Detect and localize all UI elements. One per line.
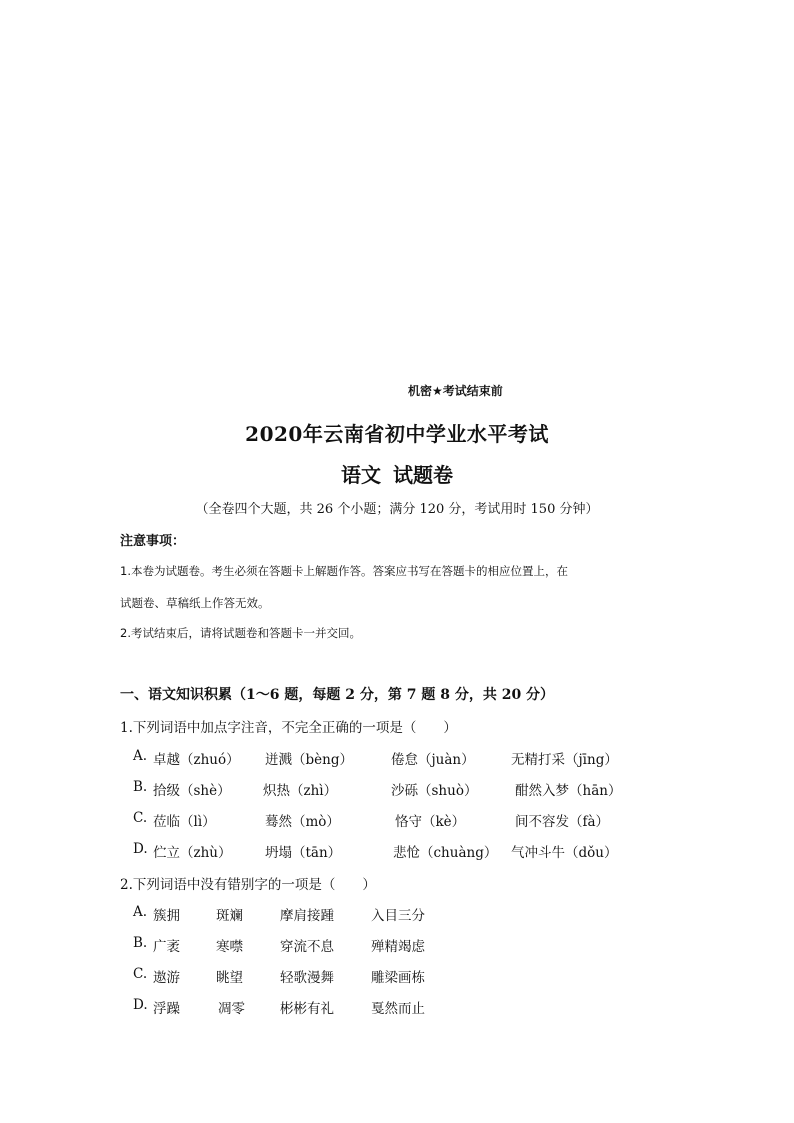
option-label: A. [133,904,148,920]
option-item: 倦怠（juàn） [391,752,475,768]
option-item: 悲怆（chuàng） [393,845,498,861]
option-item: 酣然入梦（hān） [515,783,622,799]
notice-line-2: 试题卷、草稿纸上作答无效。 [120,596,270,610]
option-item: 伫立（zhù） [153,845,232,861]
option-item: 蓦然（mò） [265,814,340,830]
notice-line-1: 1.本卷为试题卷。考生必须在答题卡上解题作答。答案应书写在答题卡的相应位置上，在 [120,564,568,578]
notice-heading: 注意事项： [120,534,186,549]
option-item: 拾级（shè） [153,783,231,799]
confidential-mark: 机密★考试结束前 [408,384,503,398]
option-item: 眺望 [216,970,243,986]
option-item: 凋零 [218,1001,245,1017]
option-item: 戛然而止 [371,1001,425,1017]
option-item: 迸溅（bèng） [265,752,353,768]
option-item: 浮躁 [153,1001,180,1017]
option-label: D. [133,841,148,857]
option-item: 雕梁画栋 [371,970,425,986]
exam-scope: （全卷四个大题，共 26 个小题；满分 120 分，考试用时 150 分钟） [195,502,599,517]
option-label: C. [133,966,148,982]
question-2-stem: 2.下列词语中没有错别字的一项是（ ） [120,877,376,893]
option-item: 坍塌（tān） [265,845,342,861]
option-item: 沙砾（shuò） [391,783,478,799]
subtitle-subject: 语文 [341,463,381,487]
option-label: B. [133,935,148,951]
subtitle-paper: 试题卷 [393,463,453,487]
option-item: 间不容发（fà） [515,814,610,830]
option-item: 斑斓 [216,908,243,924]
option-item: 摩肩接踵 [280,908,334,924]
option-item: 无精打采（jīng） [511,752,618,768]
page-title: 2020年云南省初中学业水平考试 [245,422,549,446]
option-item: 殚精竭虑 [371,939,425,955]
option-item: 簇拥 [153,908,180,924]
section-heading: 一、语文知识积累（1～6 题，每题 2 分，第 7 题 8 分，共 20 分） [120,687,555,703]
question-1-stem: 1.下列词语中加点字注音，不完全正确的一项是（ ） [120,720,457,736]
option-item: 莅临（lì） [153,814,216,830]
option-item: 炽热（zhì） [263,783,338,799]
page-subtitle [0,459,794,488]
option-item: 遨游 [153,970,180,986]
option-item: 广袤 [153,939,180,955]
option-label: A. [133,748,148,764]
option-item: 恪守（kè） [395,814,466,830]
option-item: 气冲斗牛（dǒu） [511,845,618,861]
option-item: 穿流不息 [280,939,334,955]
notice-line-3: 2.考试结束后，请将试题卷和答题卡一并交回。 [120,626,361,640]
option-item: 入目三分 [371,908,425,924]
option-label: B. [133,779,148,795]
option-item: 寒噤 [216,939,243,955]
option-label: C. [133,810,148,826]
option-item: 卓越（zhuó） [153,752,240,768]
option-item: 轻歌漫舞 [280,970,334,986]
option-item: 彬彬有礼 [280,1001,334,1017]
option-label: D. [133,997,148,1013]
